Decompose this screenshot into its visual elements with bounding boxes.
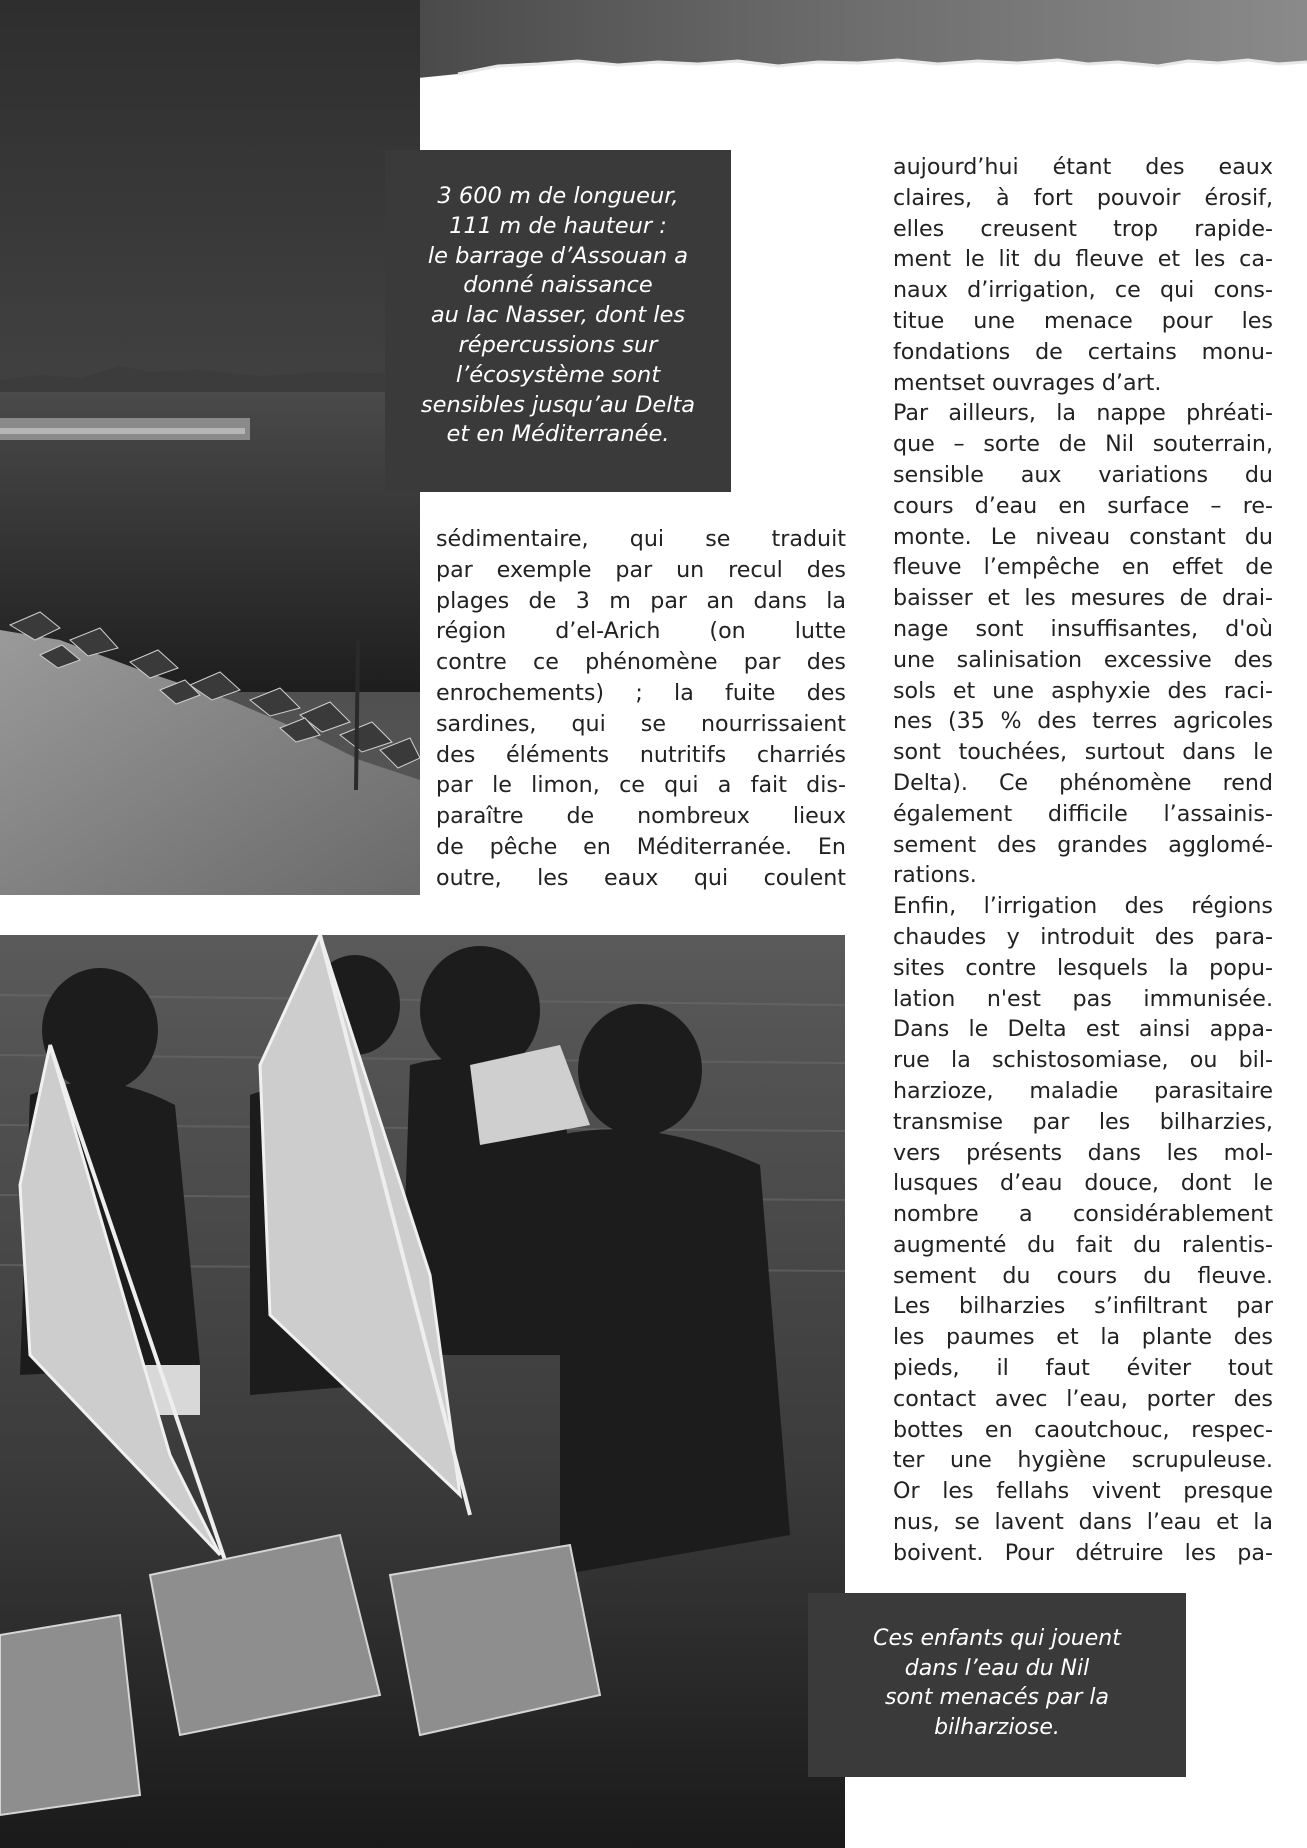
body-line: par le limon, ce qui a fait dis- bbox=[436, 772, 846, 799]
body-line: Delta). Ce phénomène rend bbox=[893, 769, 1273, 796]
body-line: elles creusent trop rapide- bbox=[893, 215, 1273, 242]
dam-caption-line: 111 m de hauteur : bbox=[449, 212, 667, 239]
body-line: enrochements) ; la fuite des bbox=[436, 679, 846, 706]
children-caption-line: bilharziose. bbox=[934, 1714, 1060, 1740]
dam-caption-box bbox=[385, 150, 731, 492]
body-line: également difficile l’assainis- bbox=[893, 800, 1273, 827]
body-column-right bbox=[893, 152, 1273, 1569]
body-line: Les bilharzies s’infiltrant par bbox=[893, 1293, 1273, 1320]
body-line: contact avec l’eau, porter des bbox=[893, 1385, 1273, 1412]
body-line: sardines, qui se nourrissaient bbox=[436, 710, 846, 737]
body-line: rue la schistosomiase, ou bil- bbox=[893, 1047, 1273, 1074]
body-line: ment le lit du fleuve et les ca- bbox=[893, 246, 1273, 273]
body-line: sement des grandes agglomé- bbox=[893, 831, 1273, 858]
body-line: cours d’eau en surface – re- bbox=[893, 492, 1273, 519]
dam-caption-line: et en Méditerranée. bbox=[446, 421, 670, 448]
body-line: naux d’irrigation, ce qui cons- bbox=[893, 277, 1273, 304]
body-line: nus, se lavent dans l’eau et la bbox=[893, 1509, 1273, 1536]
body-line: aujourd’hui étant des eaux bbox=[893, 154, 1273, 180]
body-line: fleuve l’empêche en effet de bbox=[893, 554, 1273, 581]
body-line: Dans le Delta est ainsi appa- bbox=[893, 1016, 1273, 1043]
children-toy-boats-photo bbox=[0, 935, 845, 1848]
body-line: sites contre lesquels la popu- bbox=[893, 954, 1273, 981]
aswan-dam-photo bbox=[0, 0, 420, 895]
body-line: vers présents dans les mol- bbox=[893, 1139, 1273, 1166]
body-line: mentset ouvrages d’art. bbox=[893, 369, 1162, 396]
body-line: contre ce phénomène par des bbox=[436, 649, 846, 676]
body-line: fondations de certains monu- bbox=[893, 338, 1273, 365]
dam-caption-line: au lac Nasser, dont les bbox=[430, 302, 686, 329]
body-line: boivent. Pour détruire les pa- bbox=[893, 1539, 1273, 1566]
body-line: sédimentaire, qui se traduit bbox=[436, 526, 846, 552]
body-line: titue une menace pour les bbox=[893, 307, 1273, 334]
body-line: les paumes et la plante des bbox=[893, 1324, 1273, 1351]
torn-paper-strip bbox=[418, 0, 1307, 78]
body-line: nes (35 % des terres agricoles bbox=[893, 708, 1273, 735]
body-line: de pêche en Méditerranée. En bbox=[436, 833, 846, 860]
body-line: harzioze, maladie parasitaire bbox=[893, 1077, 1273, 1104]
dam-caption-line: donné naissance bbox=[463, 272, 653, 299]
body-line: plages de 3 m par an dans la bbox=[436, 587, 846, 614]
body-line: chaudes y introduit des para- bbox=[893, 923, 1273, 950]
body-line: paraître de nombreux lieux bbox=[436, 803, 846, 830]
body-line: pieds, il faut éviter tout bbox=[893, 1355, 1273, 1382]
body-line: nombre a considérablement bbox=[893, 1201, 1273, 1228]
body-line: rations. bbox=[893, 862, 977, 889]
body-line: par exemple par un recul des bbox=[436, 556, 846, 583]
body-line: sensible aux variations du bbox=[893, 461, 1273, 488]
body-line: sement du cours du fleuve. bbox=[893, 1262, 1273, 1289]
body-line: transmise par les bilharzies, bbox=[893, 1108, 1273, 1135]
children-caption-box bbox=[808, 1593, 1186, 1777]
body-line: claires, à fort pouvoir érosif, bbox=[893, 184, 1273, 211]
dam-caption-line: l’écosystème sont bbox=[455, 361, 661, 388]
body-line: région d’el-Arich (on lutte bbox=[436, 618, 846, 645]
body-line: monte. Le niveau constant du bbox=[893, 523, 1273, 550]
body-line: augmenté du fait du ralentis- bbox=[893, 1231, 1273, 1258]
body-line: lusques d’eau douce, dont le bbox=[893, 1170, 1273, 1197]
body-line: outre, les eaux qui coulent bbox=[436, 864, 846, 891]
body-line: Enfin, l’irrigation des régions bbox=[893, 893, 1273, 920]
body-line: lation n'est pas immunisée. bbox=[893, 985, 1273, 1012]
dam-caption-line: 3 600 m de longueur, bbox=[437, 183, 679, 209]
children-caption-line: sont menacés par la bbox=[884, 1685, 1110, 1710]
body-line: que – sorte de Nil souterrain, bbox=[893, 431, 1273, 458]
dam-caption-line: sensibles jusqu’au Delta bbox=[420, 391, 696, 418]
children-caption-line: Ces enfants qui jouent bbox=[873, 1626, 1121, 1651]
body-line: nage sont insuffisantes, d'où bbox=[893, 615, 1273, 642]
body-line: sols et une asphyxie des raci- bbox=[893, 677, 1273, 704]
children-caption-line: dans l’eau du Nil bbox=[904, 1655, 1090, 1681]
body-line: ter une hygiène scrupuleuse. bbox=[893, 1447, 1273, 1474]
body-line: Par ailleurs, la nappe phréati- bbox=[893, 400, 1273, 427]
body-column-middle bbox=[436, 524, 846, 894]
body-line: Or les fellahs vivent presque bbox=[893, 1478, 1273, 1505]
dam-caption-line: le barrage d’Assouan a bbox=[427, 242, 689, 269]
body-line: une salinisation excessive des bbox=[893, 646, 1273, 673]
dam-caption-line: répercussions sur bbox=[458, 331, 658, 358]
body-line: baisser et les mesures de drai- bbox=[893, 585, 1273, 612]
body-line: sont touchées, surtout dans le bbox=[893, 739, 1273, 766]
body-line: des éléments nutritifs charriés bbox=[436, 741, 846, 768]
body-line: bottes en caoutchouc, respec- bbox=[893, 1416, 1273, 1443]
